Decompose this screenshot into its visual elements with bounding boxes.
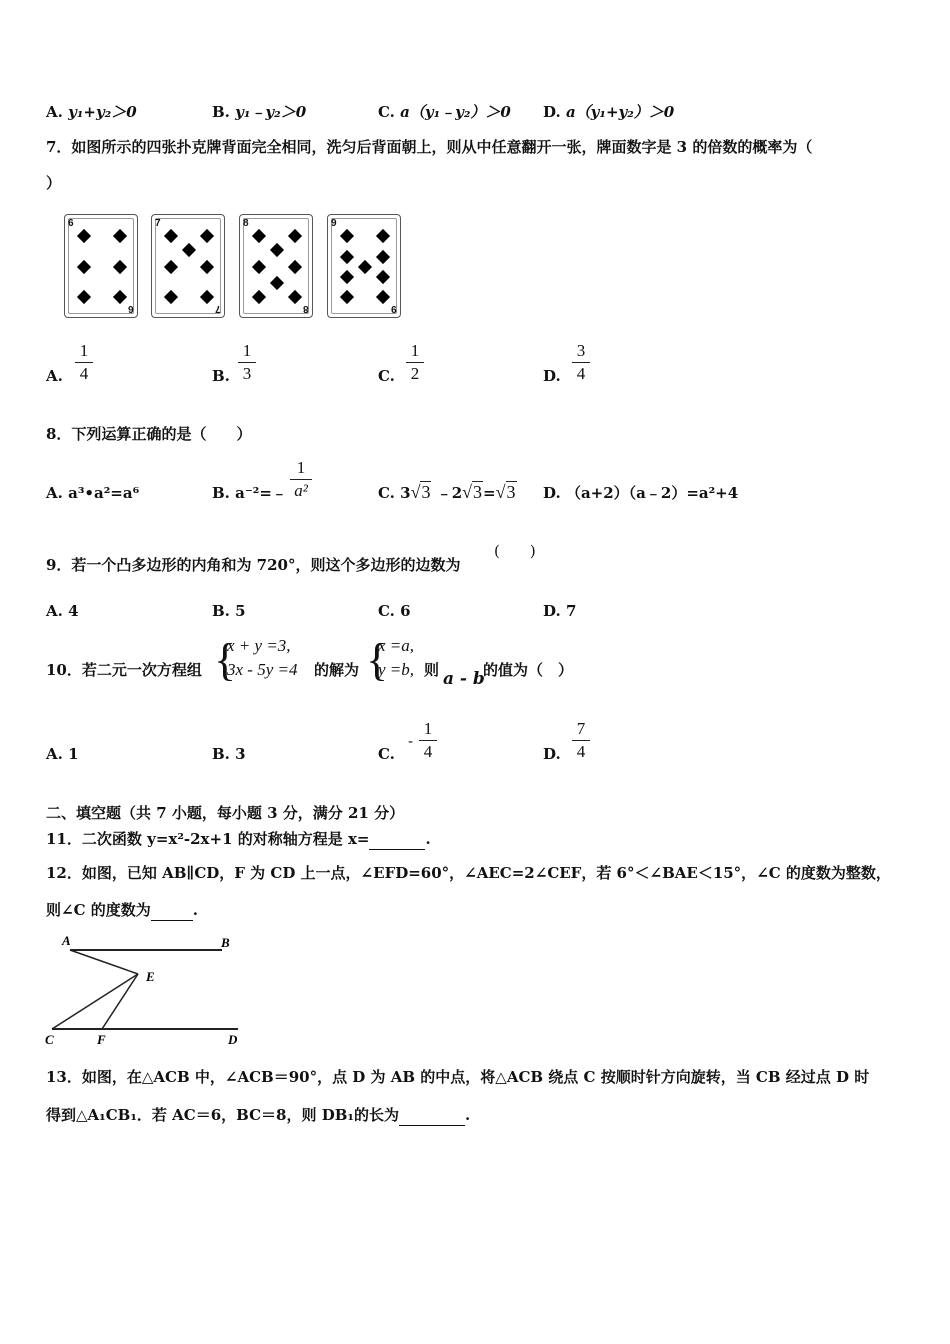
playing-card-7: 7 7 (151, 214, 225, 318)
q10-option-d-label: D. (543, 745, 561, 763)
q13-stem-line2: 得到△A₁CB₁．若 AC＝6，BC＝8，则 DB₁的长为 . (46, 1106, 471, 1124)
segment-ef (102, 974, 138, 1029)
q7-option-d-label: D. (543, 367, 561, 385)
section-2-heading: 二、填空题（共 7 小题，每小题 3 分，满分 21 分） (46, 804, 405, 822)
q7-option-d-fraction: 3 4 (572, 342, 590, 383)
q10-option-b: B. 3 (212, 745, 246, 763)
point-label-b: B (221, 935, 230, 950)
playing-card-6: 6 6 (64, 214, 138, 318)
q9-option-a: A. 4 (46, 602, 79, 620)
q10-stem-part3: 则 (424, 661, 440, 679)
q7-option-a-label: A. (46, 367, 63, 385)
playing-card-9: 9 9 (327, 214, 401, 318)
q12-stem-line2: 则∠C 的度数为 . (46, 901, 198, 919)
q10-stem-part4: 的值为（ ） (483, 661, 574, 679)
left-brace-icon: { (366, 634, 389, 685)
q10-option-a: A. 1 (46, 745, 79, 763)
q9-stem: 9．若一个凸多边形的内角和为 720°，则这个多边形的边数为 (46, 556, 461, 574)
q10-expression: a - b (443, 669, 485, 689)
q9-option-b: B. 5 (212, 602, 246, 620)
q8-option-d: D. （a+2）（a﹣2）=a²+4 (543, 484, 739, 502)
point-label-e: E (146, 969, 155, 984)
point-label-d: D (228, 1032, 238, 1047)
q11-answer-blank (369, 829, 425, 850)
point-label-a: A (62, 933, 71, 948)
q10-option-c-label: C. (378, 745, 395, 763)
q12-geometry-figure (40, 930, 246, 1050)
q9-paren: ( ) (494, 542, 536, 560)
q7-option-a-fraction: 1 4 (75, 342, 93, 383)
segment-ae (70, 950, 138, 974)
q6-option-c: C. a（y₁﹣y₂）＞0 (378, 103, 511, 121)
q10-option-d-fraction: 7 4 (572, 720, 590, 761)
q8-option-c: C. 3√3 ﹣2√3=√3 (378, 482, 516, 502)
q13-answer-blank (399, 1105, 465, 1126)
q8-option-b: B. a⁻²=﹣ (212, 484, 287, 502)
q7-stem-line2: ） (46, 174, 62, 192)
playing-card-8: 8 8 (239, 214, 313, 318)
q7-option-b-label: B. (212, 367, 230, 385)
q7-option-b-fraction: 1 3 (238, 342, 256, 383)
q9-option-c: C. 6 (378, 602, 411, 620)
q7-stem-line1: 7．如图所示的四张扑克牌背面完全相同，洗匀后背面朝上，则从中任意翻开一张，牌面数字是 3 的倍数的概率为（ (46, 138, 813, 156)
q10-option-c-fraction: 1 4 (419, 720, 437, 761)
q12-answer-blank (151, 900, 193, 921)
q12-stem-line1: 12．如图，已知 AB∥CD，F 为 CD 上一点，∠EFD=60°，∠AEC=2∠CEF，若 6°＜∠BAE＜15°，∠C 的度数为整数， (46, 864, 891, 882)
q8-option-a: A. a³•a²=a⁶ (46, 484, 140, 502)
q8-stem: 8．下列运算正确的是（ ） (46, 425, 252, 443)
q7-option-c-label: C. (378, 367, 395, 385)
q10-stem-part1: 10．若二元一次方程组 (46, 661, 202, 679)
q10-equation-system: x + y =3, 3x - 5y =4 (227, 636, 298, 679)
q10-option-c-sign: - (408, 732, 414, 750)
q9-option-d: D. 7 (543, 602, 577, 620)
q11-text: 11．二次函数 y=x²-2x+1 的对称轴方程是 x= . (46, 830, 431, 848)
q13-stem-line1: 13．如图，在△ACB 中，∠ACB＝90°，点 D 为 AB 的中点，将△ACB 绕点 C 按顺时针方向旋转，当 CB 经过点 D 时 (46, 1068, 870, 1086)
left-brace-icon: { (214, 634, 237, 685)
q8-option-b-fraction: 1 a² (290, 459, 312, 500)
q7-option-c-fraction: 1 2 (406, 342, 424, 383)
point-label-f: F (97, 1032, 106, 1047)
point-label-c: C (45, 1032, 54, 1047)
q6-option-a: A. y₁+y₂＞0 (46, 103, 137, 121)
segment-ec (52, 974, 138, 1029)
q6-option-b: B. y₁﹣y₂＞0 (212, 103, 307, 121)
q10-stem-part2: 的解为 (314, 661, 360, 679)
q6-option-d: D. a（y₁+y₂）＞0 (543, 103, 675, 121)
q10-solution-system: x =a, y =b, (378, 636, 415, 679)
